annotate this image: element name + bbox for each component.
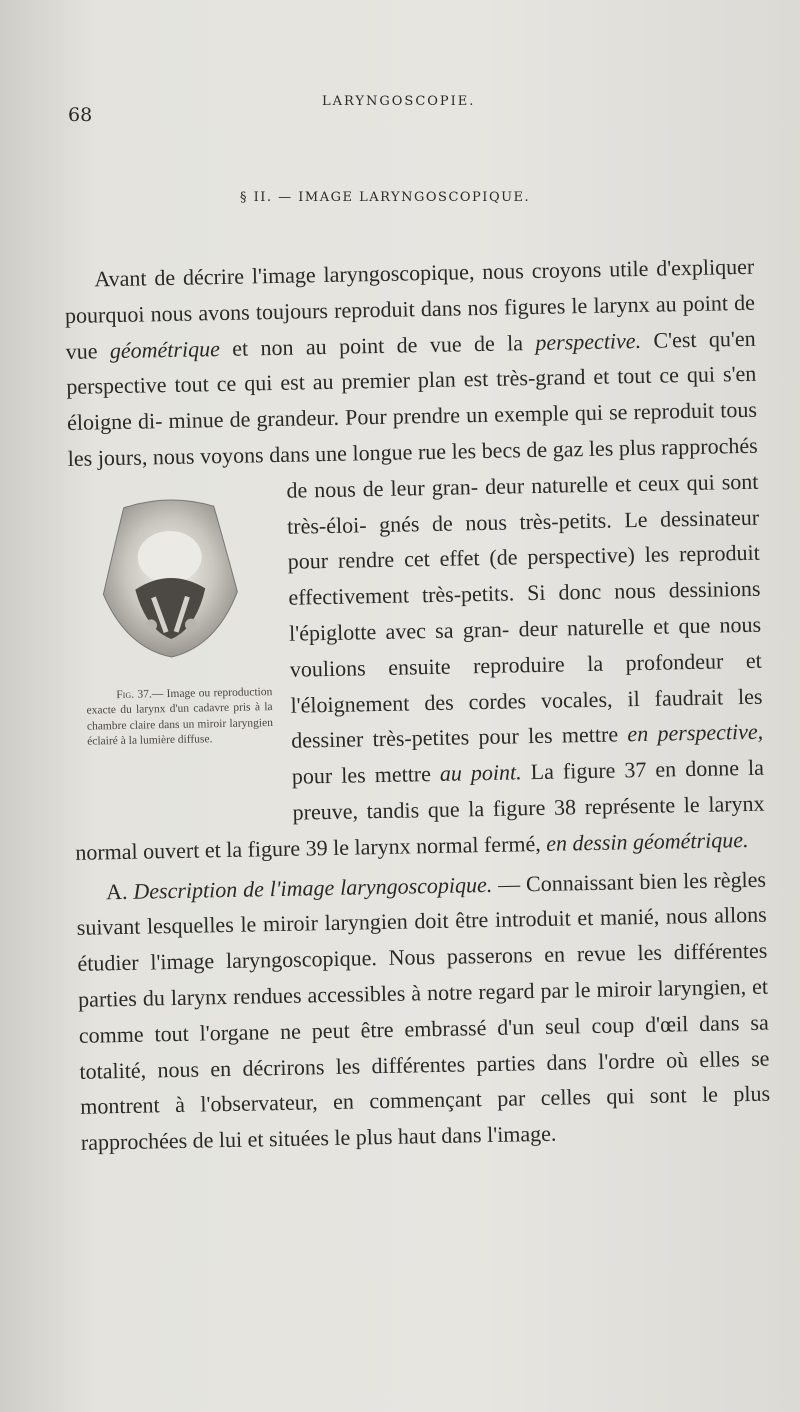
- paragraph-1: Avant de décrire l'image laryngoscopique, nous croyons utile d'expliquer pourquoi nous avons toujours reproduit dans nos figures le larynx au point de vue géométrique et non au point de vue de la perspective. C'est qu'en perspective tout ce qui est au premier plan est très-grand et tout ce qui s'en éloigne di- minue de grandeur. Pour prendre un exemple qui se reproduit tous les jours, nous voyons dans une longue rue les becs de gaz Fig. 37.— Image ou reproduction exacte du larynx d'un cadavre pris à la chambre claire dans un miroir laryngien éclairé à la lumière diffuse. les plus rapprochés de nous de leur gran- deur naturelle et ceux qui sont très-éloi- gnés de nous très-petits. Le dessinateur pour rendre cet effet (de perspective) les reproduit effectivement très-petits. Si donc nous dessinions l'épiglotte avec sa gran- deur naturelle et que nous voulions ensuite reproduire la profondeur et l'éloignement des cordes vocales, il faudrait les dessiner très-petites pour les mettre en perspective, pour les mettre au point. La figure 37 en donne la preuve, tandis que la figure 38 représente le larynx normal ouvert et la figure 39 le larynx normal fermé, en dessin géométrique.: [64, 253, 765, 865]
- section-heading: § II. — IMAGE LARYNGOSCOPIQUE.: [240, 190, 531, 205]
- larynx-illustration: [94, 495, 247, 668]
- body-text: [64, 249, 771, 1161]
- figure-label: Fig. 37.: [116, 688, 152, 701]
- figure-37: [68, 473, 274, 807]
- paragraph-2-label: A.: [105, 878, 128, 904]
- paragraph-2: [76, 861, 771, 1161]
- figure-caption-text: — Image ou reproduction exacte du larynx d'un cadavre pris à la chambre claire dans un miroir laryngien éclairé à la lumière diffuse.: [86, 685, 274, 748]
- page-number: 68: [68, 104, 93, 126]
- running-head: [0, 92, 800, 132]
- paragraph-2-text: — Connaissant bien les règles suivant lesquelles le miroir laryngien doit être introduit et manié, nous allons étudier l'image laryngoscopique. Nous passerons en revue les différentes parties du larynx rendues accessibles à notre regard par le miroir laryngien, et comme tout l'organe ne peut être embrassé d'un seul coup d'œil dans sa totalité, nous en décrirons les différentes parties dans l'ordre où elles se montrent à l'observateur, en commençant par celles qui sont le plus rapprochées de lui et situées le plus haut dans l'image.: [76, 866, 771, 1155]
- figure-caption: [86, 685, 273, 751]
- paragraph-2-title: Description de l'image laryngoscopique.: [133, 871, 493, 904]
- running-title: LARYNGOSCOPIE.: [322, 94, 476, 109]
